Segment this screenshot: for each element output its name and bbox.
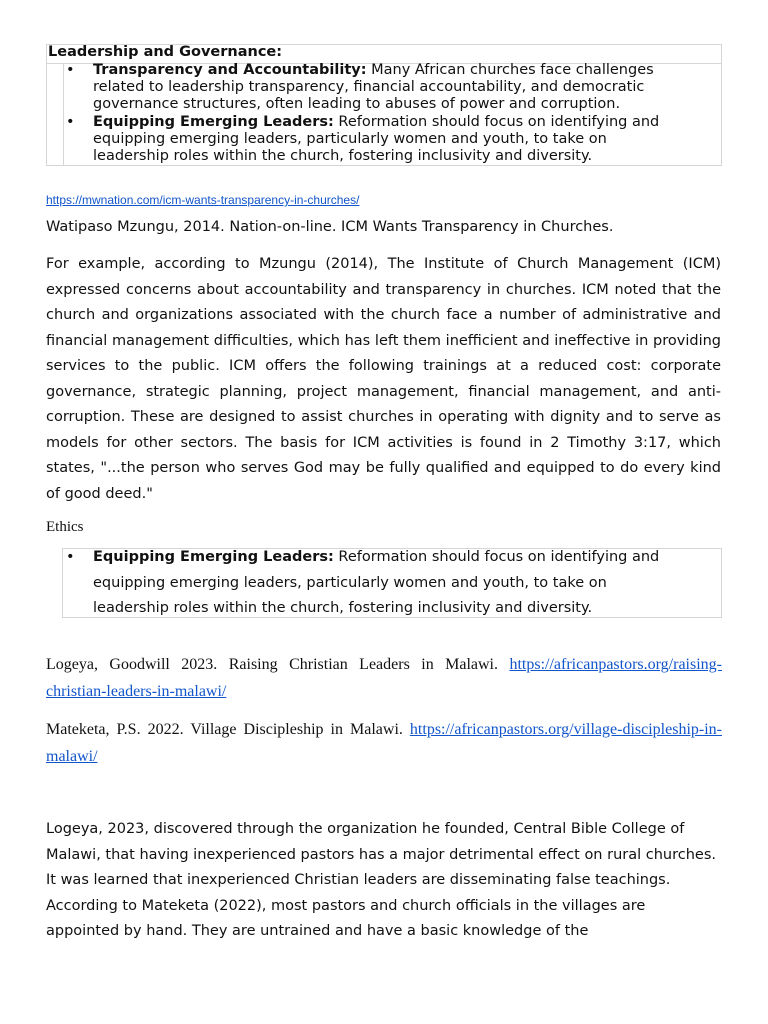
citation: Watipaso Mzungu, 2014. Nation-on-line. ICM Wants Transparency in Churches. — [46, 219, 614, 235]
reference-link[interactable]: https://africanpastors.org/raising-christian-leaders-in-malawi/ — [46, 656, 722, 700]
body-paragraph: Logeya, 2023, discovered through the organization he founded, Central Bible College of Malawi, that having inexperienced pastors has a major detrimental effect on rural churches. It was learned that inexperienced Christian leaders are disseminating false teachings. According to Mateketa (2022), most pastors and church officials in the villages are appointed by hand. They are untrained and have a basic knowledge of the — [46, 821, 716, 939]
list-item — [93, 62, 713, 113]
item-text: Reformation should focus on identifying and — [333, 549, 660, 565]
body-paragraph: For example, according to Mzungu (2014), The Institute of Church Management (ICM) expressed concerns about accountability and transparency in churches. ICM noted that the church and organizations associated with the church face a number of administrative and financial management difficulties, which has left them inefficient and ineffective in providing services to the public. ICM offers the following trainings at a reduced cost: corporate governance, strategic planning, project management, financial management, and anti-corruption. These are designed to assist churches in operating with dignity and to serve as models for other sectors. The basis for ICM activities is found in 2 Timothy 3:17, which states, "...the person who serves God may be fully qualified and equipped to do every kind of good deed." — [46, 256, 721, 502]
reference-text: Logeya, Goodwill 2023. Raising Christian Leaders in Malawi. — [46, 656, 510, 673]
source-link[interactable]: https://mwnation.com/icm-wants-transparency-in-churches/ — [46, 193, 360, 207]
item-text: equipping emerging leaders, particularly women and youth, to take on — [93, 131, 607, 147]
item-title: Equipping Emerging Leaders: — [93, 114, 334, 130]
reference-text: Mateketa, P.S. 2022. Village Discipleship in Malawi. — [46, 721, 410, 738]
item-text: governance structures, often leading to abuses of power and corruption. — [93, 96, 621, 112]
section-heading: Leadership and Governance: — [48, 44, 283, 60]
item-title: Transparency and Accountability: — [93, 62, 367, 78]
item-title: Equipping Emerging Leaders: — [93, 549, 334, 565]
reference-entry — [46, 716, 722, 770]
bullet-icon: • — [66, 62, 75, 78]
item-text: Reformation should focus on identifying and — [333, 114, 660, 130]
item-text: Many African churches face challenges — [366, 62, 654, 78]
bullet-icon: • — [66, 549, 75, 565]
item-text: related to leadership transparency, financial accountability, and democratic — [93, 79, 645, 95]
ethics-label: Ethics — [46, 519, 84, 535]
reference-link[interactable]: https://africanpastors.org/village-discipleship-in-malawi/ — [46, 721, 722, 765]
item-text: leadership roles within the church, fostering inclusivity and diversity. — [93, 600, 593, 616]
reference-entry — [46, 651, 722, 705]
list-item — [93, 545, 713, 622]
list-item — [93, 114, 713, 165]
item-text: leadership roles within the church, fostering inclusivity and diversity. — [93, 148, 593, 164]
item-text: equipping emerging leaders, particularly women and youth, to take on — [93, 574, 607, 591]
bullet-icon: • — [66, 114, 75, 130]
